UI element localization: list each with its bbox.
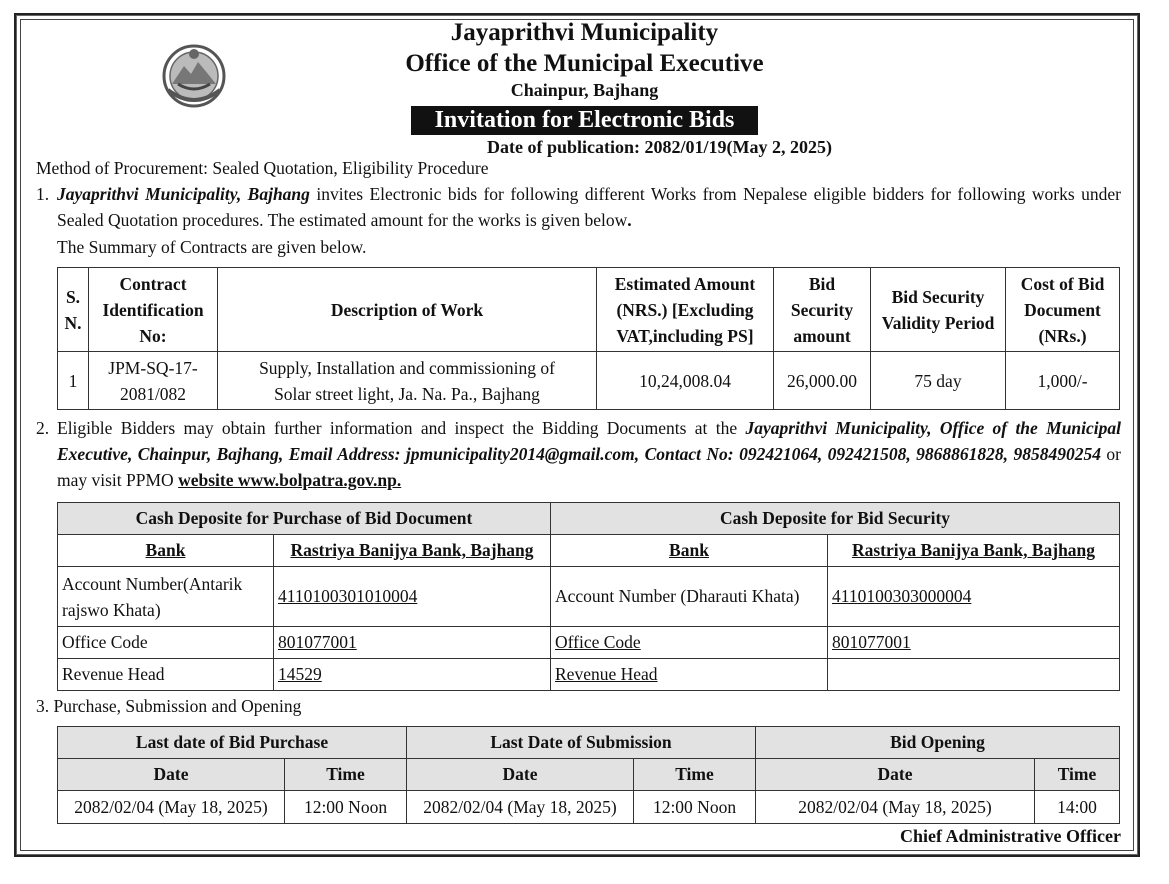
section-1-body: invites Electronic bids for following different Works from Nepalese eligible bidders for following works under Sealed Quotation procedures. The estimated amount for the works is given below <box>57 184 1121 230</box>
contracts-table <box>57 267 1120 410</box>
table-row <box>58 352 1120 410</box>
section-2-text <box>57 415 1121 493</box>
signature-title: Chief Administrative Officer <box>900 826 1121 846</box>
procurement-method: Method of Procurement: Sealed Quotation, Eligibility Procedure <box>36 158 489 178</box>
row-document-cost: 1,000/- <box>1006 352 1120 410</box>
purchase-deposit-title: Cash Deposite for Purchase of Bid Document <box>58 503 551 535</box>
schedule-table <box>57 726 1120 824</box>
left-office-code-label: Office Code <box>58 627 274 659</box>
right-revenue-head-value <box>828 659 1120 691</box>
ppmo-website-link[interactable]: website www.bolpatra.gov.np. <box>178 470 402 490</box>
header-bid-security: Bid Security amount <box>774 268 871 352</box>
submission-date: 2082/02/04 (May 18, 2025) <box>407 791 634 824</box>
section-1-lead: Jayaprithvi Municipality, Bajhang <box>57 184 310 204</box>
row-bid-security: 26,000.00 <box>774 352 871 410</box>
row-contract-id: JPM-SQ-17-2081/082 <box>89 352 218 410</box>
municipality-name: Jayaprithvi Municipality <box>450 19 719 46</box>
opening-time: 14:00 <box>1035 791 1120 824</box>
header-sn: S. N. <box>58 268 89 352</box>
row-description: Supply, Installation and commissioning of Solar street light, Ja. Na. Pa., Bajhang <box>218 352 597 410</box>
section-1-number: 1. <box>36 184 50 204</box>
notice-title-banner: Invitation for Electronic Bids <box>411 106 759 135</box>
security-deposit-title: Cash Deposite for Bid Security <box>551 503 1120 535</box>
section-1-period: . <box>627 210 632 230</box>
row-estimated-amount: 10,24,008.04 <box>597 352 774 410</box>
opening-date-header: Date <box>756 759 1035 791</box>
opening-time-header: Time <box>1035 759 1120 791</box>
section-1-text <box>57 181 1121 233</box>
opening-date: 2082/02/04 (May 18, 2025) <box>756 791 1035 824</box>
summary-line: The Summary of Contracts are given below. <box>57 237 367 257</box>
submission-time-header: Time <box>634 759 756 791</box>
right-account-label: Account Number (Dharauti Khata) <box>551 567 828 627</box>
left-office-code-value: 801077001 <box>274 627 551 659</box>
right-office-code-value: 801077001 <box>828 627 1120 659</box>
row-validity-period: 75 day <box>871 352 1006 410</box>
row-sn: 1 <box>58 352 89 410</box>
right-account-value: 4110100303000004 <box>828 567 1120 627</box>
section-2-contact-info: Jayaprithvi Municipality, Office of the Municipal Executive, Chainpur, Bajhang, Email Address: jpmunicipality2014@gmail.com, Contact No: 092421064, 092421508, 9868861828, 9858490254 <box>57 418 1122 464</box>
opening-title: Bid Opening <box>756 727 1120 759</box>
header-description: Description of Work <box>218 268 597 352</box>
submission-title: Last Date of Submission <box>407 727 756 759</box>
left-revenue-head-label: Revenue Head <box>58 659 274 691</box>
purchase-time-header: Time <box>285 759 407 791</box>
header-estimated-amount: Estimated Amount (NRS.) [Excluding VAT,including PS] <box>597 268 774 352</box>
bank-name-left: Rastriya Banijya Bank, Bajhang <box>274 535 551 567</box>
office-name: Office of the Municipal Executive <box>405 50 764 77</box>
section-2-number: 2. <box>36 418 50 438</box>
header-contract-id: Contract Identification No: <box>89 268 218 352</box>
publication-date: Date of publication: 2082/01/19(May 2, 2025) <box>487 137 832 157</box>
left-revenue-head-value: 14529 <box>274 659 551 691</box>
purchase-time: 12:00 Noon <box>285 791 407 824</box>
purchase-title: Last date of Bid Purchase <box>58 727 407 759</box>
bank-label-right: Bank <box>551 535 828 567</box>
right-revenue-head-label: Revenue Head <box>551 659 828 691</box>
left-account-value: 4110100301010004 <box>274 567 551 627</box>
bank-deposit-table <box>57 502 1120 691</box>
section-3-title: 3. Purchase, Submission and Opening <box>36 696 302 716</box>
bank-label-left: Bank <box>58 535 274 567</box>
header-validity-period: Bid Security Validity Period <box>871 268 1006 352</box>
submission-date-header: Date <box>407 759 634 791</box>
right-office-code-label: Office Code <box>551 627 828 659</box>
purchase-date-header: Date <box>58 759 285 791</box>
section-2-lead: Eligible Bidders may obtain further information and inspect the Bidding Documents at the <box>57 418 746 438</box>
header-document-cost: Cost of Bid Document (NRs.) <box>1006 268 1120 352</box>
section-2-mid: or may visit PPMO <box>57 444 1121 490</box>
bank-name-right: Rastriya Banijya Bank, Bajhang <box>828 535 1120 567</box>
office-location: Chainpur, Bajhang <box>510 80 659 100</box>
purchase-date: 2082/02/04 (May 18, 2025) <box>58 791 285 824</box>
left-account-label: Account Number(Antarik rajswo Khata) <box>58 567 274 627</box>
table-row <box>58 791 1120 824</box>
submission-time: 12:00 Noon <box>634 791 756 824</box>
